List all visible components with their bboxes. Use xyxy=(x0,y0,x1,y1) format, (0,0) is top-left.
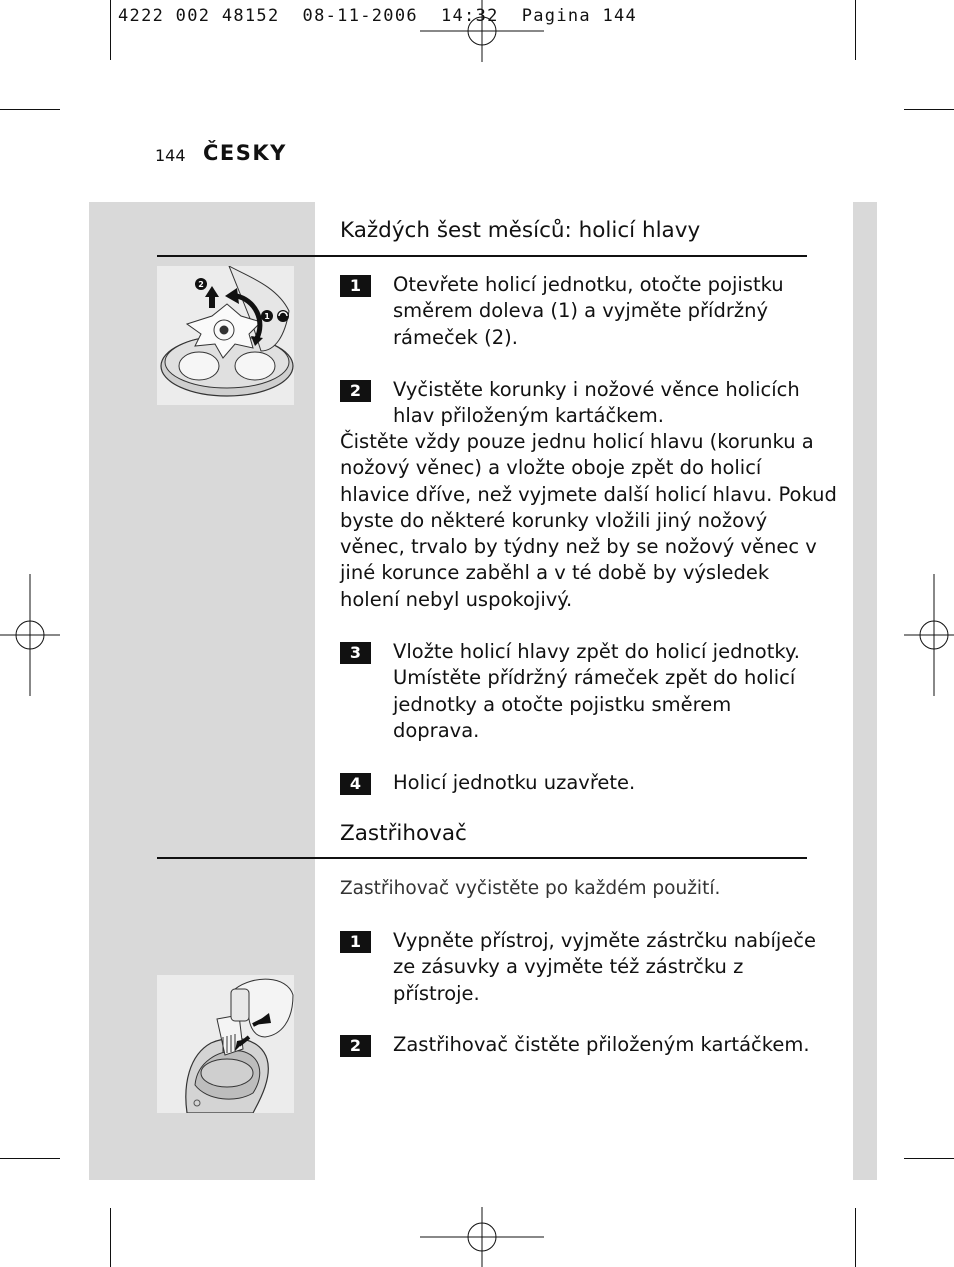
crop-mark xyxy=(855,1208,856,1267)
note-line: jiné korunce zaběhl a v té době by výsledek xyxy=(340,561,770,585)
language-title: ČESKY xyxy=(203,141,287,165)
step-line: ze zásuvky a vyjměte též zástrčku z xyxy=(393,955,744,979)
registration-mark-icon xyxy=(420,0,544,62)
note-line: byste do některé korunky vložili jiný nožový xyxy=(340,508,768,532)
step-line: Holicí jednotku uzavřete. xyxy=(393,771,636,794)
step-number: 2 xyxy=(340,380,371,402)
crop-mark xyxy=(904,1158,954,1159)
registration-mark-icon xyxy=(420,1207,544,1267)
step-number: 1 xyxy=(340,931,371,953)
step-line: hlav přiloženým kartáčkem. xyxy=(393,404,664,428)
step-number: 2 xyxy=(340,1035,371,1057)
step-text xyxy=(393,272,813,351)
step-text xyxy=(393,770,813,796)
note-paragraph xyxy=(340,429,837,613)
section-heading-shaving-heads: Každých šest měsíců: holicí hlavy xyxy=(340,218,701,243)
crop-mark xyxy=(855,0,856,60)
note-line: hlavice dříve, než vyjmete další holicí hlavu. Pokud xyxy=(340,482,837,506)
note-line: holení nebyl uspokojivý. xyxy=(340,587,573,611)
registration-mark-icon xyxy=(904,574,954,696)
step-line: rámeček (2). xyxy=(393,325,518,349)
step-number: 1 xyxy=(340,275,371,297)
crop-mark xyxy=(110,0,111,60)
step-text xyxy=(393,377,813,430)
step-line: Umístěte přídržný rámeček zpět do holicí xyxy=(393,666,796,690)
crop-mark xyxy=(904,109,954,110)
step-text xyxy=(393,928,817,1007)
step-line: Zastřihovač čistěte přiloženým kartáčkem. xyxy=(393,1033,810,1056)
page-number: 144 xyxy=(155,146,186,165)
crop-mark xyxy=(0,109,60,110)
step-number: 3 xyxy=(340,642,371,664)
section-heading-trimmer: Zastřihovač xyxy=(340,821,467,846)
trimmer-illustration xyxy=(157,975,294,1113)
step-line: doprava. xyxy=(393,718,480,742)
print-header: 4222 002 48152 08-11-2006 14:32 Pagina 144 xyxy=(118,6,638,26)
crop-mark xyxy=(0,1158,60,1159)
trimmer-intro: Zastřihovač vyčistěte po každém použití. xyxy=(340,878,721,899)
step-number: 4 xyxy=(340,773,371,795)
note-line: věnec, trvalo by týdny než by se nožový věnec v xyxy=(340,535,817,559)
step-line: směrem doleva (1) a vyjměte přídržný xyxy=(393,299,768,323)
section-rule xyxy=(157,857,807,859)
note-line: Čistěte vždy pouze jednu holicí hlavu (korunku a xyxy=(340,430,814,453)
step-line: Vypněte přístroj, vyjměte zástrčku nabíječe xyxy=(393,929,817,952)
step-text xyxy=(393,639,813,744)
note-line: nožový věnec) a vložte oboje zpět do holicí xyxy=(340,456,762,480)
step-line: Vložte holicí hlavy zpět do holicí jednotky. xyxy=(393,640,800,663)
crop-mark xyxy=(110,1208,111,1267)
step-line: přístroje. xyxy=(393,981,480,1005)
step-line: Otevřete holicí jednotku, otočte pojistku xyxy=(393,273,784,296)
callout-1: 1 xyxy=(264,312,270,321)
right-margin-panel xyxy=(853,202,877,1180)
step-line: jednotky a otočte pojistku směrem xyxy=(393,692,732,716)
step-text xyxy=(393,1032,813,1058)
step-line: Vyčistěte korunky i nožové věnce holicích xyxy=(393,378,800,401)
shaving-unit-illustration xyxy=(157,266,294,405)
registration-mark-icon xyxy=(0,574,60,696)
callout-2: 2 xyxy=(198,280,204,289)
section-rule xyxy=(157,255,807,257)
